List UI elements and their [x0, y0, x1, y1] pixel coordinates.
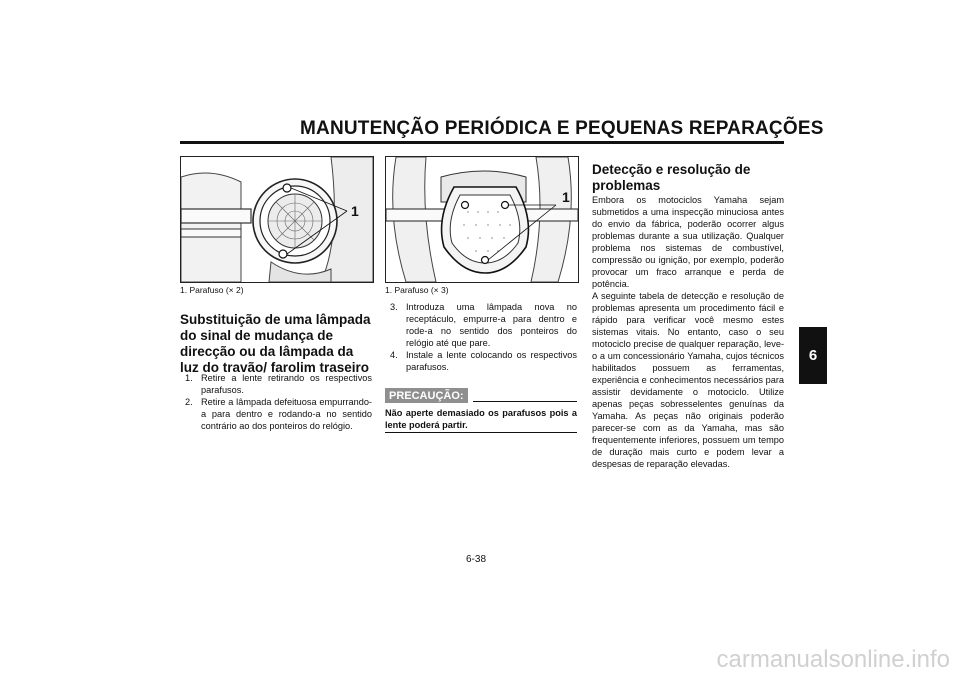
taillight-illustration [385, 156, 579, 283]
chapter-tab: 6 [799, 327, 827, 384]
page-title: MANUTENÇÃO PERIÓDICA E PEQUENAS REPARAÇÕES [300, 118, 824, 139]
figure1-caption: 1. Parafuso (× 2) [180, 285, 244, 295]
troubleshooting-heading: Detecção e resolução de problemas [592, 162, 751, 193]
title-rule [180, 141, 784, 144]
bulb-replacement-heading: Substituição de uma lâmpada do sinal de mudança de direcção ou da lâmpada da luz do travão/ farolim traseiro [180, 312, 371, 375]
step-text: Instale a lente colocando os respectivos parafusos. [406, 350, 577, 372]
figure1-callout: 1 [351, 203, 359, 219]
troubleshooting-paragraph-1: Embora os motociclos Yamaha sejam submetidos a uma inspecção minuciosa antes do envio da fábrica, poderão ocorrer algus problemas durante a sua utilização. Qualquer problema nos sistemas de combustível, compressão ou ignição, por exemplo, poderão provocar um fraco arranque e perda de potência. [592, 195, 784, 289]
figure2-callout: 1 [562, 189, 570, 205]
caution-label: PRECAUÇÃO: [385, 388, 468, 403]
step-text: Introduza uma lâmpada nova no receptáculo, empurre-a para dentro e rode-a no sentido dos ponteiros do relógio até que pare. [406, 302, 577, 348]
figure2-caption: 1. Parafuso (× 3) [385, 285, 449, 295]
page-number: 6-38 [466, 554, 487, 565]
left-steps-list [185, 372, 372, 432]
step-number: 2. [185, 397, 193, 407]
caution-rule-bottom [385, 432, 577, 433]
step-number: 3. [390, 302, 398, 312]
troubleshooting-paragraph-2: A seguinte tabela de detecção e resolução de problemas apresenta um procedimento fácil e rápido para verificar você mesmo estes sistemas vitais. No entanto, caso o seu motociclo precise de qualquer reparação, leve-o a um concessionário Yamaha, cujos técnicos habilitados possuem as ferramentas, experiência e conhecimentos necessários para assistir devidamente o motociclo. Utilize apenas peças sobresselentes genuínas da Yamaha. As peças não originais poderão parecer-se com as da Yamaha, mas são frequentemente inferiores, possuem um tempo de duração mais curto e podem levar a despesas de reparação elevadas. [592, 291, 784, 469]
taillight-drawing [386, 157, 578, 282]
list-item [185, 396, 372, 432]
step-text: Retire a lâmpada defeituosa empurrando-a para dentro e rodando-a no sentido contrário ao dos ponteiros do relógio. [201, 397, 372, 431]
step-number: 1. [185, 373, 193, 383]
watermark: carmanualsonline.info [716, 646, 950, 673]
caution-text: Não aperte demasiado os parafusos pois a lente poderá partir. [385, 408, 577, 430]
list-item [390, 349, 577, 373]
turn-signal-drawing [181, 157, 373, 282]
step-number: 4. [390, 350, 398, 360]
step-text: Retire a lente retirando os respectivos parafusos. [201, 373, 372, 395]
list-item [390, 301, 577, 349]
middle-steps-list [390, 301, 577, 373]
turn-signal-illustration [180, 156, 374, 283]
list-item [185, 372, 372, 396]
caution-rule-top [473, 401, 577, 402]
